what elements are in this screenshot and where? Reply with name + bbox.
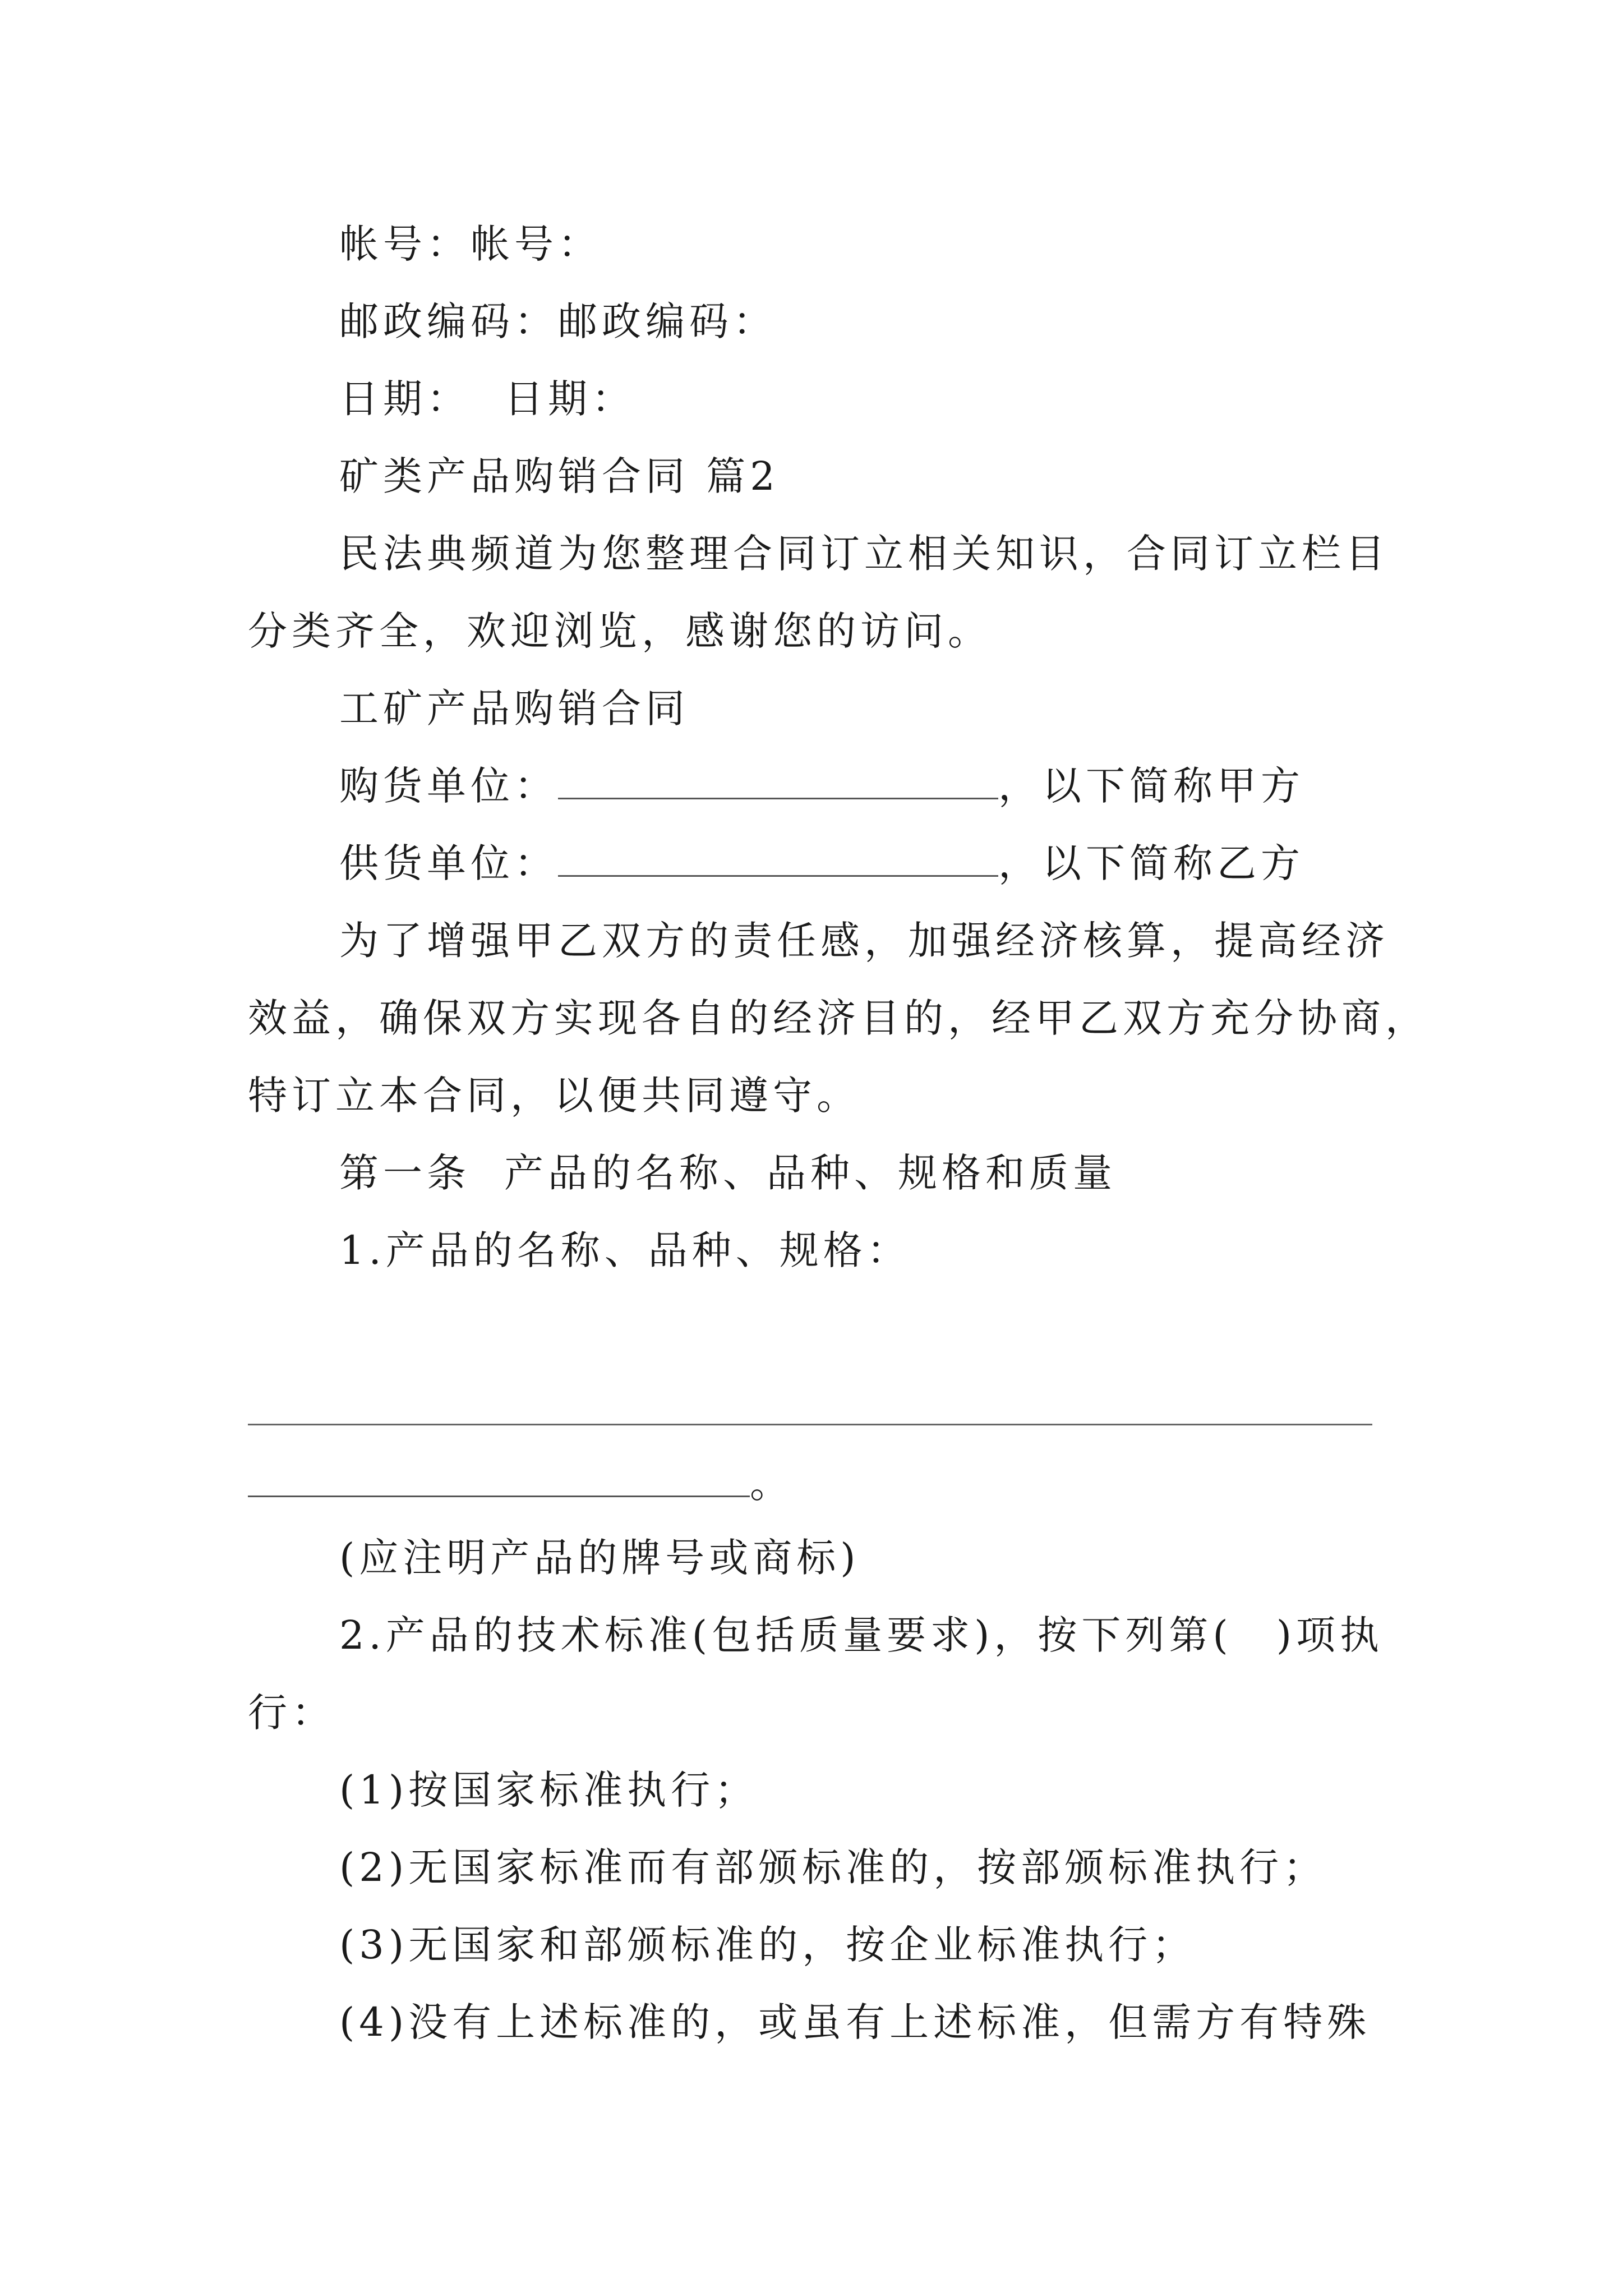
seller-suffix: ，以下简称乙方 [998, 840, 1304, 886]
buyer-suffix: ，以下简称甲方 [998, 763, 1304, 809]
article-1-title: 产品的名称、品种、规格和质量 [504, 1150, 1117, 1196]
intro-line-2: 分类齐全，欢迎浏览，感谢您的访问。 [248, 608, 992, 654]
option-4: (4)没有上述标准的，或虽有上述标准，但需方有特殊 [339, 1999, 1371, 2045]
item-1: 1.产品的名称、品种、规格： [339, 1227, 911, 1273]
period-mark: 。 [750, 1461, 794, 1507]
blank-rule-partial [248, 1464, 750, 1497]
purpose-line-1: 为了增强甲乙双方的责任感，加强经济核算，提高经济 [339, 918, 1389, 964]
option-3: (3)无国家和部颁标准的，按企业标准执行； [339, 1922, 1196, 1968]
date-line [339, 376, 635, 422]
buyer-label: 购货单位： [339, 763, 558, 809]
brand-note: (应注明产品的牌号或商标) [339, 1535, 860, 1581]
seller-blank [558, 844, 998, 877]
article-1-heading [339, 1150, 1117, 1196]
option-1: (1)按国家标准执行； [339, 1767, 759, 1813]
blank-rule-partial-line [248, 1461, 794, 1507]
contract-title: 工矿产品购销合同 [339, 685, 689, 731]
seller-line [339, 840, 1304, 886]
purpose-line-2: 效益，确保双方实现各自的经济目的，经甲乙双方充分协商， [248, 995, 1429, 1041]
blank-rule-full [248, 1424, 1372, 1425]
buyer-line [339, 763, 1304, 809]
section-title: 矿类产品购销合同 篇2 [339, 453, 780, 499]
option-2: (2)无国家标准而有部颁标准的，按部颁标准执行； [339, 1844, 1327, 1890]
item-2-line-2: 行： [248, 1690, 335, 1736]
item-2-line-1: 2.产品的技术标准(包括质量要求)，按下列第( )项执 [339, 1612, 1384, 1658]
account-line: 帐号：帐号： [339, 221, 602, 267]
date-label-a: 日期： [339, 376, 471, 422]
article-1-number: 第一条 [339, 1150, 471, 1196]
intro-line-1: 民法典频道为您整理合同订立相关知识，合同订立栏目 [339, 531, 1389, 577]
buyer-blank [558, 766, 998, 799]
purpose-line-3: 特订立本合同，以便共同遵守。 [248, 1073, 860, 1119]
seller-label: 供货单位： [339, 840, 558, 886]
postal-code-line: 邮政编码：邮政编码： [339, 298, 777, 344]
date-label-b: 日期： [504, 376, 635, 422]
